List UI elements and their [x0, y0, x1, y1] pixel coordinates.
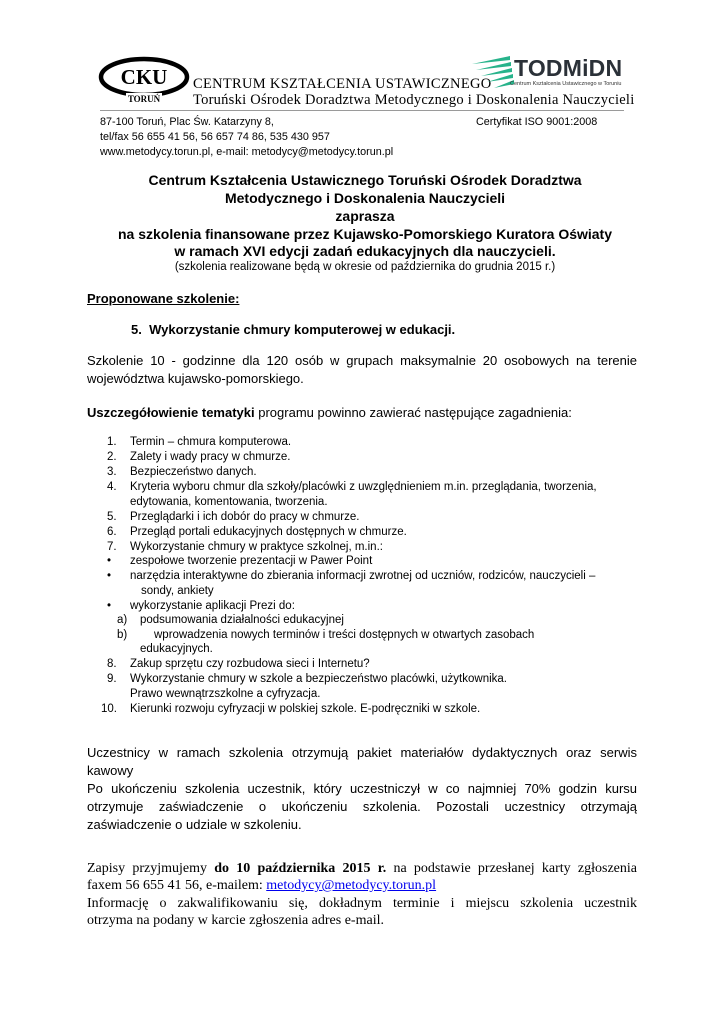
- list-marker: 3.: [107, 466, 117, 478]
- list-item-continuation: Prawo wewnątrzszkolne a cyfryzacja.: [130, 688, 321, 700]
- list-item: Wykorzystanie chmury w praktyce szkolnej, m.in.:: [130, 541, 383, 553]
- list-marker: 8.: [107, 658, 117, 670]
- institution-subtitle: Toruński Ośrodek Doradztwa Metodycznego i Doskonalenia Nauczycieli: [193, 92, 635, 108]
- bullet-item-continuation: sondy, ankiety: [141, 585, 214, 597]
- intro-line-5: w ramach XVI edycji zadań edukacyjnych dla nauczycieli.: [174, 243, 556, 259]
- todmidn-caption: Centrum Kształcenia Ustawicznego w Toruniu: [510, 81, 622, 87]
- intro-line-4: na szkolenia finansowane przez Kujawsko-Pomorskiego Kuratora Oświaty: [117, 226, 613, 242]
- bullet-item: wykorzystanie aplikacji Prezi do:: [130, 600, 295, 612]
- section-title: Proponowane szkolenie:: [87, 291, 240, 306]
- intro-line-3: zaprasza: [335, 208, 395, 224]
- topics-intro-rest: programu powinno zawierać następujące zagadnienia:: [254, 405, 572, 420]
- description-line-2: województwa kujawsko-pomorskiego.: [87, 371, 304, 386]
- course-number: 5.: [131, 322, 142, 337]
- topics-intro-bold: Uszczegółowienie tematyki: [87, 405, 255, 420]
- cku-logo-text: CKU: [120, 65, 168, 89]
- bullet-item: narzędzia interaktywne do zbierania informacji zwrotnej od uczniów, rodziców, nauczycieli –: [130, 570, 596, 582]
- list-item: Termin – chmura komputerowa.: [130, 436, 292, 448]
- list-item: Przeglądarki i ich dobór do pracy w chmurze.: [130, 511, 360, 523]
- cku-logo: [98, 55, 190, 105]
- participants-line-2: kawowy: [87, 763, 134, 778]
- intro-line-1: Centrum Kształcenia Ustawicznego Toruński Ośrodek Doradztwa: [148, 172, 582, 188]
- institution-title: CENTRUM KSZTAŁCENIA USTAWICZNEGO: [193, 76, 492, 92]
- sublist-marker: b): [117, 629, 128, 641]
- description-line-1: Szkolenie 10 - godzinne dla 120 osób w grupach maksymalnie 20 osobowych na terenie: [87, 353, 637, 368]
- sublist-item: wprowadzenia nowych terminów i treści dostępnych w otwartych zasobach: [154, 629, 535, 641]
- web-email-line: www.metodycy.torun.pl, e-mail: metodycy@metodycy.torun.pl: [100, 146, 394, 158]
- leaf-icon: [472, 56, 514, 88]
- registration-text-a: Zapisy przyjmujemy: [87, 861, 215, 876]
- participants-line-1: Uczestnicy w ramach szkolenia otrzymują pakiet materiałów dydaktycznych oraz serwis: [87, 745, 637, 760]
- sublist-item-continuation: edukacyjnych.: [140, 643, 213, 655]
- address-line: 87-100 Toruń, Plac Św. Katarzyny 8,: [100, 116, 274, 128]
- list-marker: 5.: [107, 511, 117, 523]
- list-item: Przegląd portali edukacyjnych dostępnych w chmurze.: [130, 526, 407, 538]
- list-item: Bezpieczeństwo danych.: [130, 466, 257, 478]
- phone-line: tel/fax 56 655 41 56, 56 657 74 86, 535 430 957: [100, 131, 330, 143]
- cku-logo-city: TORUŃ: [127, 94, 161, 104]
- list-marker: 1.: [107, 436, 117, 448]
- intro-note: (szkolenia realizowane będą w okresie od października do grudnia 2015 r.): [174, 261, 556, 273]
- list-marker: 10.: [101, 703, 117, 715]
- list-marker: 6.: [107, 526, 117, 538]
- bullet-marker: •: [107, 570, 112, 582]
- list-marker: 7.: [107, 541, 117, 553]
- topics-intro: [87, 405, 572, 420]
- certificate-line: Certyfikat ISO 9001:2008: [476, 116, 598, 128]
- list-item: Zakup sprzętu czy rozbudowa sieci i Internetu?: [130, 658, 370, 670]
- registration-line-4: otrzyma na podany w karcie zgłoszenia adres e-mail.: [87, 913, 384, 928]
- registration-text-c: na podstawie przesłanej karty zgłoszenia: [386, 861, 637, 876]
- header-divider: [100, 110, 624, 111]
- list-item-continuation: edytowania, komentowania, tworzenia.: [130, 496, 328, 508]
- list-item: Zalety i wady pracy w chmurze.: [130, 451, 291, 463]
- course-title: [131, 322, 455, 337]
- course-name: Wykorzystanie chmury komputerowej w edukacji.: [149, 322, 456, 337]
- email-link[interactable]: metodycy@metodycy.torun.pl: [266, 878, 437, 893]
- list-marker: 4.: [107, 481, 117, 493]
- bullet-item: zespołowe tworzenie prezentacji w Pawer Point: [130, 555, 373, 567]
- list-marker: 2.: [107, 451, 117, 463]
- list-item: Kryteria wyboru chmur dla szkoły/placówki z uwzględnieniem m.in. przeglądania, tworzenia,: [130, 481, 597, 493]
- registration-line-1: [87, 861, 637, 877]
- bullet-marker: •: [107, 555, 112, 567]
- registration-line-3: Informację o zakwalifikowaniu się, dokładnym terminie i miejscu szkolenia uczestnik: [87, 896, 637, 911]
- todmidn-wordmark: TODMiDN: [514, 55, 623, 81]
- participants-line-4: otrzymuje zaświadczenie o ukończeniu szkolenia. Pozostali uczestnicy otrzymają: [87, 799, 637, 814]
- intro-line-2: Metodycznego i Doskonalenia Nauczycieli: [224, 190, 506, 206]
- participants-line-3: Po ukończeniu szkolenia uczestnik, który uczestniczył w co najmniej 70% godzin kursu: [87, 781, 637, 796]
- registration-fax: faxem 56 655 41 56, e-mailem:: [87, 878, 267, 893]
- registration-deadline: do 10 października 2015 r.: [214, 861, 387, 876]
- list-item: Kierunki rozwoju cyfryzacji w polskiej szkole. E-podręczniki w szkole.: [130, 703, 481, 715]
- registration-line-2: [87, 878, 637, 894]
- participants-line-5: zaświadczenie o udziale w szkoleniu.: [87, 817, 302, 832]
- sublist-item: podsumowania działalności edukacyjnej: [140, 614, 344, 626]
- list-item: Wykorzystanie chmury w szkole a bezpieczeństwo placówki, użytkownika.: [130, 673, 507, 685]
- list-marker: 9.: [107, 673, 117, 685]
- bullet-marker: •: [107, 600, 112, 612]
- sublist-marker: a): [117, 614, 128, 626]
